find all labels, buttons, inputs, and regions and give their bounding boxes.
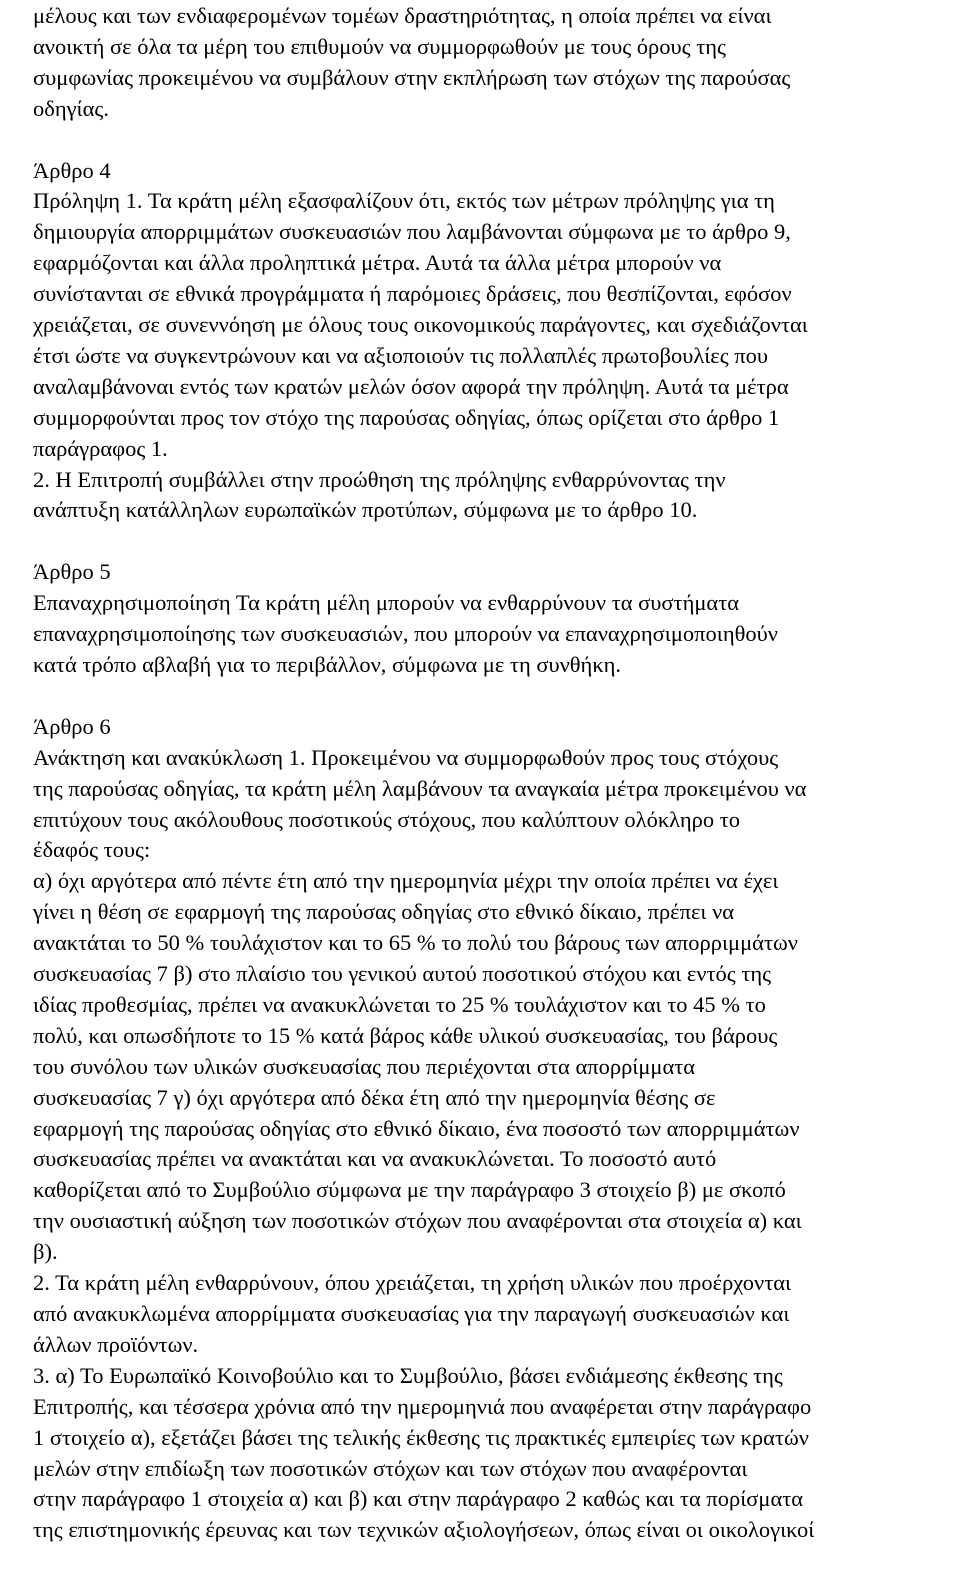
text-line: Ανάκτηση και ανακύκλωση 1. Προκειμένου να συμμορφωθούν προς τους στόχους xyxy=(33,744,779,770)
text-line: εφαρμογή της παρούσας οδηγίας στο εθνικό δίκαιο, ένα ποσοστό των απορριμμάτων xyxy=(33,1115,800,1141)
text-line: συμφωνίας προκειμένου να συμβάλουν στην εκπλήρωση των στόχων της παρούσας xyxy=(33,64,791,90)
text-line: στην παράγραφο 1 στοιχεία α) και β) και στην παράγραφο 2 καθώς και τα πορίσματα xyxy=(33,1486,804,1512)
text-line: 2. Η Επιτροπή συμβάλλει στην προώθηση της πρόληψης ενθαρρύνοντας την xyxy=(33,466,726,492)
text-line: γίνει η θέση σε εφαρμογή της παρούσας οδηγίας στο εθνικό δίκαιο, πρέπει να xyxy=(33,899,735,925)
article-5-heading: Άρθρο 5 xyxy=(33,559,111,585)
paragraph-gap xyxy=(33,125,952,156)
intro-continuation-paragraph xyxy=(33,1,952,125)
article-4-heading: Άρθρο 4 xyxy=(33,157,111,183)
text-line: ανάπτυξη κατάλληλων ευρωπαϊκών προτύπων, σύμφωνα με το άρθρο 10. xyxy=(33,497,698,523)
text-line: β). xyxy=(33,1239,58,1265)
text-line: μέλους και των ενδιαφερομένων τομέων δραστηριότητας, η οποία πρέπει να είναι xyxy=(33,3,772,28)
text-line: επιτύχουν τους ακόλουθους ποσοτικούς στόχους, που καλύπτουν ολόκληρο το xyxy=(33,806,741,832)
text-line: συσκευασίας 7 β) στο πλαίσιο του γενικού αυτού ποσοτικού στόχου και εντός της xyxy=(33,961,772,987)
text-line: χρειάζεται, σε συνεννόηση με όλους τους οικονομικούς παράγοντες, και σχεδιάζονται xyxy=(33,312,808,338)
text-line: δημιουργία απορριμμάτων συσκευασιών που λαμβάνονται σύμφωνα με το άρθρο 9, xyxy=(33,219,791,245)
text-line: οδηγίας. xyxy=(33,95,109,121)
text-line: Επιτροπής, και τέσσερα χρόνια από την ημερομηνιά που αναφέρεται στην παράγραφο xyxy=(33,1393,812,1419)
text-line: κατά τρόπο αβλαβή για το περιβάλλον, σύμφωνα με τη συνθήκη. xyxy=(33,652,622,677)
text-line: καθορίζεται από το Συμβούλιο σύμφωνα με την παράγραφο 3 στοιχείο β) με σκοπό xyxy=(33,1177,786,1203)
text-line: άλλων προϊόντων. xyxy=(33,1331,199,1357)
text-line: συμμορφούνται προς τον στόχο της παρούσας οδηγίας, όπως ορίζεται στο άρθρο 1 xyxy=(33,404,780,430)
text-line: του συνόλου των υλικών συσκευασίας που περιέχονται στα απορρίμματα xyxy=(33,1053,696,1079)
text-line: 3. α) Το Ευρωπαϊκό Κοινοβούλιο και το Συμβούλιο, βάσει ενδιάμεσης έκθεσης της xyxy=(33,1362,783,1388)
article-6-section xyxy=(33,712,952,1546)
text-line: ανακτάται το 50 % τουλάχιστον και το 65 % το πολύ του βάρους των απορριμμάτων xyxy=(33,930,798,956)
text-line: 1 στοιχείο α), εξετάζει βάσει της τελικής έκθεσης τις πρακτικές εμπειρίες των κρατών xyxy=(33,1424,809,1450)
text-line: επαναχρησιμοποίησης των συσκευασιών, που μπορούν να επαναχρησιμοποιηθούν xyxy=(33,621,778,647)
paragraph-gap xyxy=(33,526,952,557)
text-line: της επιστημονικής έρευνας και των τεχνικών αξιολογήσεων, όπως είναι οι οικολογικοί xyxy=(33,1517,815,1543)
text-line: 2. Τα κράτη μέλη ενθαρρύνουν, όπου χρειάζεται, τη χρήση υλικών που προέρχονται xyxy=(33,1270,792,1296)
text-line: συνίστανται σε εθνικά προγράμματα ή παρόμοιες δράσεις, που θεσπίζονται, εφόσον xyxy=(33,281,792,307)
text-line: συσκευασίας 7 γ) όχι αργότερα από δέκα έτη από την ημερομηνία θέσης σε xyxy=(33,1084,716,1110)
text-line: Επαναχρησιμοποίηση Τα κράτη μέλη μπορούν να ενθαρρύνουν τα συστήματα xyxy=(33,590,740,616)
text-line: πολύ, και οπωσδήποτε το 15 % κατά βάρος κάθε υλικού συσκευασίας, του βάρους xyxy=(33,1022,778,1048)
text-line: μελών στην επιδίωξη των ποσοτικών στόχων και των στόχων που αναφέρονται xyxy=(33,1455,748,1481)
text-line: Πρόληψη 1. Τα κράτη μέλη εξασφαλίζουν ότι, εκτός των μέτρων πρόληψης για τη xyxy=(33,188,775,214)
text-line: συσκευασίας πρέπει να ανακτάται και να ανακυκλώνεται. Το ποσοστό αυτό xyxy=(33,1146,717,1172)
text-line: από ανακυκλωμένα απορρίμματα συσκευασίας για την παραγωγή συσκευασιών και xyxy=(33,1301,790,1327)
text-line: ανοικτή σε όλα τα μέρη του επιθυμούν να συμμορφωθούν με τους όρους της xyxy=(33,33,726,59)
paragraph-gap xyxy=(33,681,952,712)
text-line: της παρούσας οδηγίας, τα κράτη μέλη λαμβάνουν τα αναγκαία μέτρα προκειμένου να xyxy=(33,775,807,801)
text-line: αναλαμβάνοναι εντός των κρατών μελών όσον αφορά την πρόληψη. Αυτά τα μέτρα xyxy=(33,373,789,399)
text-line: ιδίας προθεσμίας, πρέπει να ανακυκλώνεται το 25 % τουλάχιστον και το 45 % το xyxy=(33,991,766,1017)
text-line: εφαρμόζονται και άλλα προληπτικά μέτρα. Αυτά τα άλλα μέτρα μπορούν να xyxy=(33,250,722,276)
text-line: έδαφός τους: xyxy=(33,837,151,863)
article-6-heading: Άρθρο 6 xyxy=(33,713,111,739)
text-line: την ουσιαστική αύξηση των ποσοτικών στόχων που αναφέρονται στα στοιχεία α) και xyxy=(33,1208,802,1234)
text-line: παράγραφος 1. xyxy=(33,435,168,461)
text-line: α) όχι αργότερα από πέντε έτη από την ημερομηνία μέχρι την οποία πρέπει να έχει xyxy=(33,868,779,894)
article-5-section xyxy=(33,557,952,681)
article-4-section xyxy=(33,156,952,527)
text-line: έτσι ώστε να συγκεντρώνουν και να αξιοποιούν τις πολλαπλές πρωτοβουλίες που xyxy=(33,342,769,368)
